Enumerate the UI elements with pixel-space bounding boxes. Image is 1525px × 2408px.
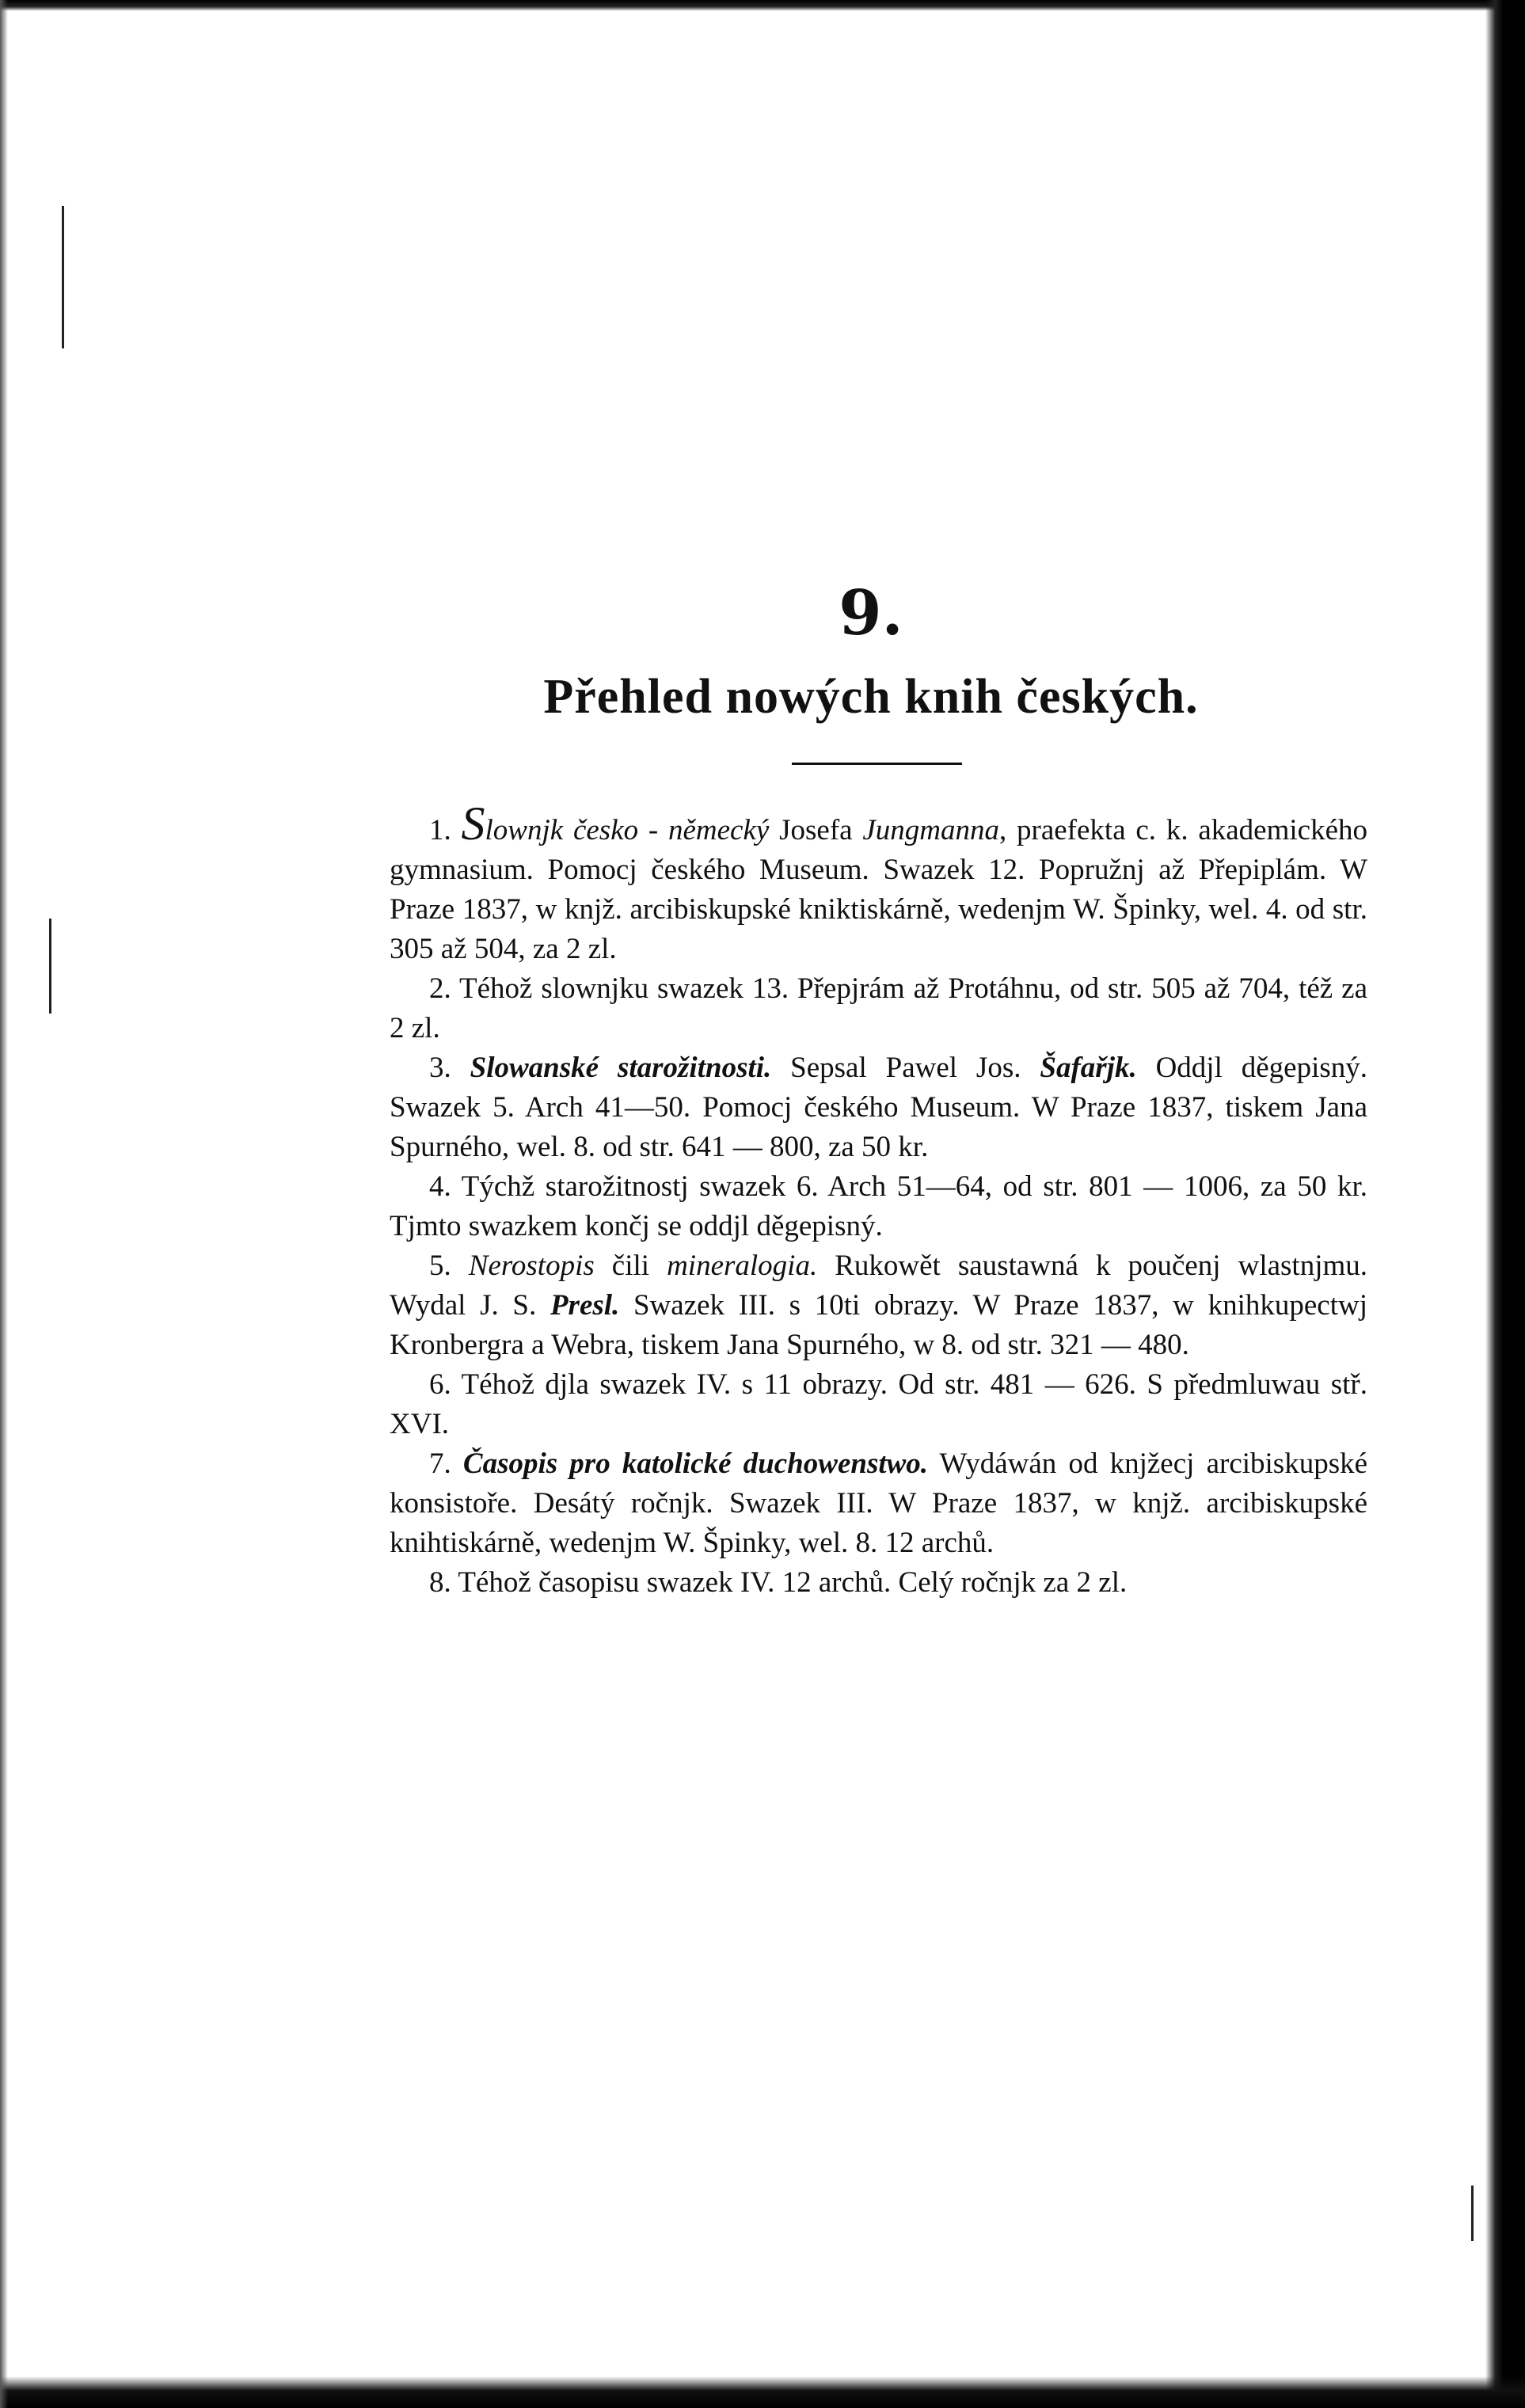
book-list: [390, 797, 1368, 1603]
entry-author: Jungmanna: [862, 814, 999, 846]
scan-edge-mark: [62, 206, 64, 348]
chapter-title: Přehled nowých knih českých.: [543, 670, 1199, 724]
title-divider: [792, 763, 962, 765]
entry-number: 6.: [429, 1368, 451, 1401]
entry-title: Nerostopis: [468, 1250, 595, 1282]
chapter-number: 9.: [839, 577, 903, 649]
entry-text: Téhož slownjku swazek 13. Přepjrám až Protáhnu, od str. 505 až 704, též za 2 zl.: [390, 972, 1367, 1044]
entry-text: Wydáwán od knjžecj arcibiskupské konsistoře. Desátý ročnjk. Swazek III. W Praze 1837, w knjž. arcibiskupské knihtiskárně, wedenjm W. Špinky, wel. 8. 12 archů.: [390, 1447, 1368, 1559]
entry-number: 7.: [429, 1447, 451, 1480]
scan-border-top: [0, 0, 1525, 11]
entry-number: 1.: [429, 814, 451, 846]
list-item: [390, 969, 1367, 1048]
entry-author: Šafařjk.: [1040, 1052, 1137, 1084]
list-item: [390, 797, 1368, 969]
entry-text: Swazek III. s 10ti obrazy. W Praze 1837, w knihkupectwj Kronbergra a Webra, tiskem Jana Spurného, w 8. od str. 321 — 480.: [390, 1289, 1367, 1361]
scan-border-right: [1485, 0, 1525, 2408]
list-item: [390, 1167, 1367, 1246]
entry-number: 2.: [429, 972, 451, 1005]
entry-title-alt: mineralogia.: [667, 1250, 818, 1282]
entry-title: lownjk česko - německý: [485, 814, 770, 846]
entry-text: Téhož časopisu swazek IV. 12 archů. Celý ročnjk za 2 zl.: [451, 1566, 1128, 1599]
entry-text: čili: [594, 1250, 667, 1282]
entry-number: 3.: [429, 1052, 451, 1084]
list-item: [390, 1048, 1367, 1167]
entry-text: , praefekta c. k. akademického gymnasium. Pomocj českého Museum. Swazek 12. Popružnj až Přepiplám. W Praze 1837, w knjž. arcibiskupské kniktiskárně, wedenjm W. Špinky, wel. 4. od str. 305 až 504, za 2 zl.: [390, 814, 1368, 965]
entry-text: Rukowět saustawná k poučenj wlastnjmu. Wydal J. S.: [390, 1250, 1368, 1322]
entry-text: Josefa: [769, 814, 863, 846]
entry-number: 4.: [429, 1170, 451, 1203]
list-item: [390, 1246, 1367, 1365]
scan-edge-mark: [1471, 2185, 1474, 2241]
entry-text: Oddjl děgepisný. Swazek 5. Arch 41—50. Pomocj českého Museum. W Praze 1837, tiskem Jana Spurného, wel. 8. od str. 641 — 800, za 50 kr.: [390, 1052, 1368, 1163]
entry-number: 8.: [429, 1566, 451, 1599]
list-item: [390, 1365, 1367, 1444]
entry-text: Téhož djla swazek IV. s 11 obrazy. Od str. 481 — 626. S předmluwau stř. XVI.: [390, 1368, 1367, 1440]
entry-text: Týchž starožitnostj swazek 6. Arch 51—64, od str. 801 — 1006, za 50 kr. Tjmto swazkem končj se oddjl děgepisný.: [390, 1170, 1367, 1242]
scan-border-bottom: [0, 2376, 1525, 2408]
entry-author: Presl.: [550, 1289, 620, 1322]
list-item: [390, 1444, 1367, 1563]
scan-edge-mark: [49, 919, 51, 1014]
scan-border-left: [0, 0, 8, 2408]
entry-title: Slowanské starožitnosti.: [470, 1052, 772, 1084]
entry-text: Sepsal Pawel Jos.: [771, 1052, 1040, 1084]
entry-title: Časopis pro katolické duchowenstwo.: [462, 1447, 929, 1480]
entry-title-initial: S: [461, 797, 485, 850]
entry-number: 5.: [429, 1250, 451, 1282]
list-item: [390, 1563, 1367, 1603]
